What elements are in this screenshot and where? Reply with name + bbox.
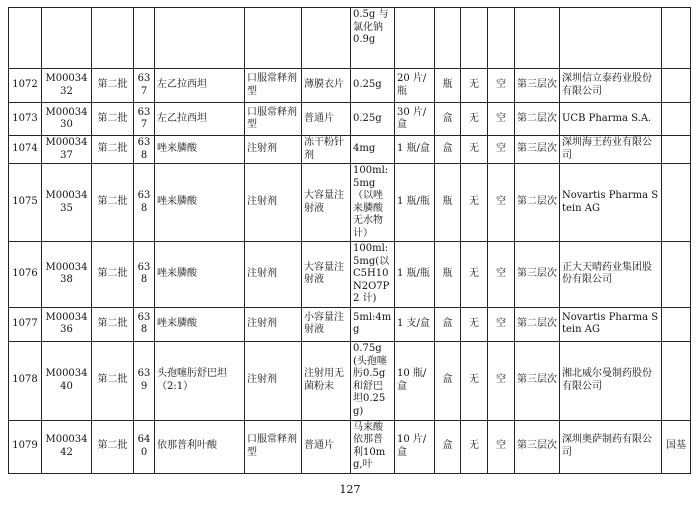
specific-form-cell: 普通片 (302, 420, 351, 473)
row-number-cell: 1077 (9, 307, 42, 341)
batch-cell: 第二批 (92, 103, 134, 136)
packaging-cell: 10 瓶/盒 (395, 341, 435, 420)
specific-form-cell: 冻干粉针剂 (302, 136, 351, 164)
packaging-cell: 30 片/盒 (395, 103, 435, 136)
dosage-form-cell: 注射剂 (245, 341, 302, 420)
specific-form-cell: 大容量注射液 (302, 242, 351, 308)
specification-cell: 0.25g (351, 69, 395, 103)
group-number-cell: 638 (134, 242, 155, 308)
specification-cell: 0.75g(头孢噻肟0.5g 和舒巴坦0.25g) (351, 341, 395, 420)
specification-cell: 5ml:4mg (351, 307, 395, 341)
table-row (9, 103, 691, 136)
generic-name-cell: 唑来膦酸 (155, 164, 245, 242)
unit-cell: 瓶 (435, 69, 461, 103)
drug-code-cell: M0003438 (42, 242, 92, 308)
packaging-cell: 1 瓶/瓶 (395, 164, 435, 242)
table-row (9, 420, 691, 473)
drug-code-cell: M0003435 (42, 164, 92, 242)
batch-cell: 第二批 (92, 69, 134, 103)
attribute-2-cell: 空 (488, 103, 515, 136)
quality-level-cell: 第三层次 (515, 420, 560, 473)
row-number-cell: 1074 (9, 136, 42, 164)
attribute-1-cell: 无 (461, 307, 488, 341)
table-row (9, 307, 691, 341)
attribute-1-cell: 无 (461, 136, 488, 164)
unit-cell: 盒 (435, 307, 461, 341)
batch-cell: 第二批 (92, 164, 134, 242)
specific-form-cell: 注射用无菌粉末 (302, 341, 351, 420)
drug-code-cell (42, 8, 92, 69)
attribute-1-cell: 无 (461, 69, 488, 103)
manufacturer-cell: 湘北威尔曼制药股份有限公司 (560, 341, 662, 420)
attribute-2-cell: 空 (488, 341, 515, 420)
unit-cell: 盒 (435, 103, 461, 136)
specification-cell: 0.25g (351, 103, 395, 136)
unit-cell: 盒 (435, 341, 461, 420)
row-number-cell: 1072 (9, 69, 42, 103)
unit-cell: 瓶 (435, 164, 461, 242)
remark-cell (662, 164, 691, 242)
attribute-2-cell: 空 (488, 136, 515, 164)
row-number-cell: 1073 (9, 103, 42, 136)
specification-cell: 4mg (351, 136, 395, 164)
quality-level-cell: 第二层次 (515, 307, 560, 341)
group-number-cell: 640 (134, 420, 155, 473)
attribute-2-cell: 空 (488, 307, 515, 341)
attribute-2-cell: 空 (488, 164, 515, 242)
attribute-2-cell: 空 (488, 242, 515, 308)
row-number-cell: 1078 (9, 341, 42, 420)
manufacturer-cell: 深圳海王药业有限公司 (560, 136, 662, 164)
attribute-1-cell: 无 (461, 420, 488, 473)
group-number-cell (134, 8, 155, 69)
group-number-cell: 638 (134, 164, 155, 242)
packaging-cell: 10 片/盒 (395, 420, 435, 473)
attribute-2-cell (488, 8, 515, 69)
table-row (9, 8, 691, 69)
generic-name-cell: 唑来膦酸 (155, 307, 245, 341)
specification-cell: 马来酸依那普利10mg,叶 (351, 420, 395, 473)
attribute-1-cell: 无 (461, 164, 488, 242)
dosage-form-cell: 口服常释剂型 (245, 69, 302, 103)
row-number-cell (9, 8, 42, 69)
table-row (9, 164, 691, 242)
quality-level-cell: 第三层次 (515, 242, 560, 308)
drug-code-cell: M0003440 (42, 341, 92, 420)
drug-code-cell: M0003432 (42, 69, 92, 103)
packaging-cell (395, 8, 435, 69)
unit-cell: 瓶 (435, 242, 461, 308)
specific-form-cell: 大容量注射液 (302, 164, 351, 242)
quality-level-cell: 第二层次 (515, 103, 560, 136)
dosage-form-cell: 注射剂 (245, 307, 302, 341)
specification-cell: 0.5g 与氯化钠0.9g (351, 8, 395, 69)
group-number-cell: 638 (134, 307, 155, 341)
quality-level-cell: 第三层次 (515, 69, 560, 103)
dosage-form-cell: 注射剂 (245, 242, 302, 308)
dosage-form-cell: 注射剂 (245, 136, 302, 164)
generic-name-cell: 唑来膦酸 (155, 242, 245, 308)
row-number-cell: 1076 (9, 242, 42, 308)
batch-cell: 第二批 (92, 307, 134, 341)
quality-level-cell: 第二层次 (515, 164, 560, 242)
group-number-cell: 638 (134, 136, 155, 164)
quality-level-cell (515, 8, 560, 69)
generic-name-cell (155, 8, 245, 69)
remark-cell: 国基 (662, 420, 691, 473)
attribute-2-cell: 空 (488, 69, 515, 103)
specific-form-cell (302, 8, 351, 69)
batch-cell: 第二批 (92, 341, 134, 420)
attribute-1-cell (461, 8, 488, 69)
table-row (9, 242, 691, 308)
manufacturer-cell: 深圳奥萨制药有限公司 (560, 420, 662, 473)
group-number-cell: 637 (134, 69, 155, 103)
specific-form-cell: 小容量注射液 (302, 307, 351, 341)
table-body (9, 8, 691, 474)
attribute-1-cell: 无 (461, 103, 488, 136)
generic-name-cell: 左乙拉西坦 (155, 103, 245, 136)
row-number-cell: 1075 (9, 164, 42, 242)
attribute-1-cell: 无 (461, 242, 488, 308)
table-row (9, 69, 691, 103)
batch-cell: 第二批 (92, 242, 134, 308)
generic-name-cell: 左乙拉西坦 (155, 69, 245, 103)
remark-cell (662, 242, 691, 308)
attribute-1-cell: 无 (461, 341, 488, 420)
packaging-cell: 1 瓶/瓶 (395, 242, 435, 308)
remark-cell (662, 8, 691, 69)
manufacturer-cell: UCB Pharma S.A. (560, 103, 662, 136)
unit-cell (435, 8, 461, 69)
dosage-form-cell (245, 8, 302, 69)
drug-code-cell: M0003436 (42, 307, 92, 341)
specific-form-cell: 薄膜衣片 (302, 69, 351, 103)
dosage-form-cell: 注射剂 (245, 164, 302, 242)
manufacturer-cell: Novartis Pharma Stein AG (560, 307, 662, 341)
dosage-form-cell: 口服常释剂型 (245, 103, 302, 136)
unit-cell: 盒 (435, 136, 461, 164)
batch-cell: 第二批 (92, 420, 134, 473)
specific-form-cell: 普通片 (302, 103, 351, 136)
manufacturer-cell: Novartis Pharma Stein AG (560, 164, 662, 242)
quality-level-cell: 第三层次 (515, 341, 560, 420)
dosage-form-cell: 口服常释剂型 (245, 420, 302, 473)
packaging-cell: 1 支/盒 (395, 307, 435, 341)
generic-name-cell: 头孢噻肟舒巴坦（2:1） (155, 341, 245, 420)
remark-cell (662, 341, 691, 420)
table-row (9, 341, 691, 420)
batch-cell (92, 8, 134, 69)
drug-code-cell: M0003442 (42, 420, 92, 473)
drug-list-table (8, 7, 691, 474)
manufacturer-cell: 深圳信立泰药业股份有限公司 (560, 69, 662, 103)
row-number-cell: 1079 (9, 420, 42, 473)
drug-code-cell: M0003437 (42, 136, 92, 164)
batch-cell: 第二批 (92, 136, 134, 164)
page-number: 127 (339, 483, 361, 496)
unit-cell: 盒 (435, 420, 461, 473)
remark-cell (662, 69, 691, 103)
specification-cell: 100ml:5mg（以唑来膦酸无水物计） (351, 164, 395, 242)
remark-cell (662, 103, 691, 136)
remark-cell (662, 136, 691, 164)
specification-cell: 100ml:5mg(以C5H10N2O7P2 计) (351, 242, 395, 308)
generic-name-cell: 依那普利叶酸 (155, 420, 245, 473)
manufacturer-cell (560, 8, 662, 69)
group-number-cell: 637 (134, 103, 155, 136)
packaging-cell: 1 瓶/盒 (395, 136, 435, 164)
quality-level-cell: 第三层次 (515, 136, 560, 164)
drug-code-cell: M0003430 (42, 103, 92, 136)
table-row (9, 136, 691, 164)
remark-cell (662, 307, 691, 341)
generic-name-cell: 唑来膦酸 (155, 136, 245, 164)
group-number-cell: 639 (134, 341, 155, 420)
manufacturer-cell: 正大天晴药业集团股份有限公司 (560, 242, 662, 308)
attribute-2-cell: 空 (488, 420, 515, 473)
packaging-cell: 20 片/瓶 (395, 69, 435, 103)
